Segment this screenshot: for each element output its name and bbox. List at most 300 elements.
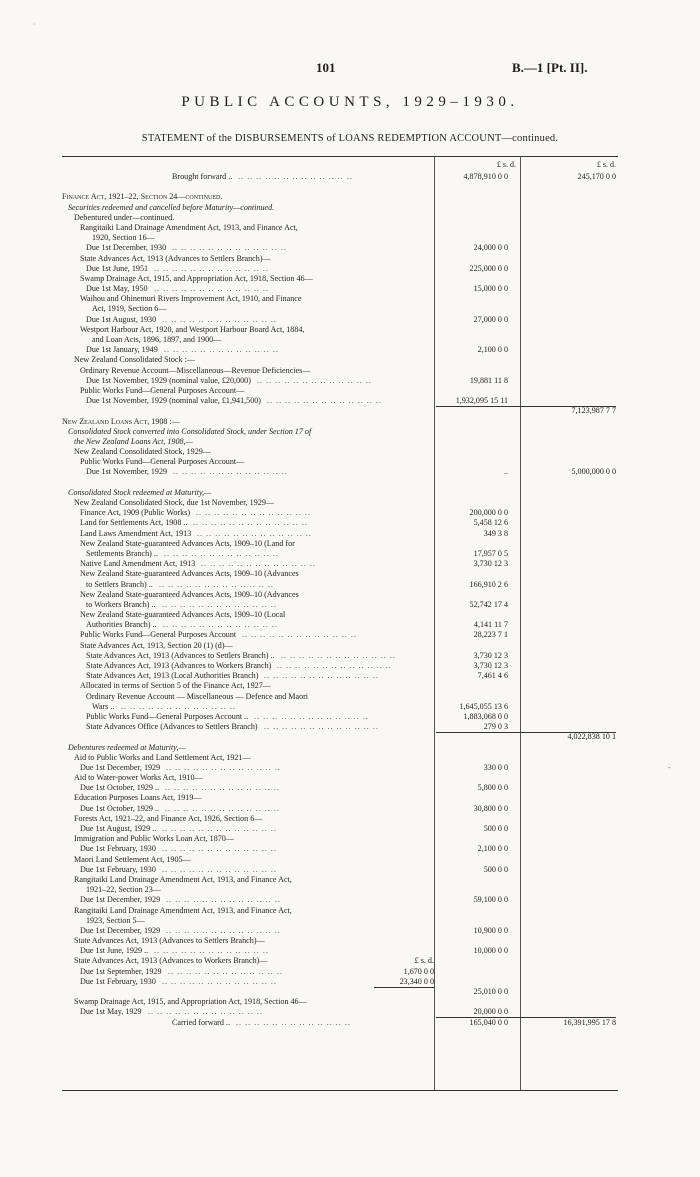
row-label-text: Due 1st August, 1929 .. bbox=[80, 824, 157, 833]
row-label bbox=[80, 783, 159, 793]
amount-col1: 15,000 0 0 bbox=[473, 284, 508, 294]
leader-dots: .. .. .. .. .. .. .. .. .. .. .. .. .. bbox=[162, 599, 277, 609]
amount-col1: 24,000 0 0 bbox=[473, 243, 508, 253]
table-row bbox=[62, 630, 618, 640]
leader-dots: .. .. .. .. .. .. .. .. .. .. .. .. .. bbox=[277, 661, 392, 670]
row-label-text: Due 1st June, 1951 bbox=[86, 263, 149, 273]
row-label bbox=[74, 437, 193, 447]
table-row bbox=[62, 559, 618, 569]
table-row bbox=[62, 192, 618, 202]
leader-dots: .. .. .. .. .. .. .. .. .. .. .. .. .. bbox=[238, 172, 353, 181]
table-row bbox=[62, 977, 618, 987]
table-row bbox=[62, 702, 618, 712]
row-label bbox=[80, 254, 271, 264]
row-label bbox=[92, 702, 115, 712]
row-label bbox=[80, 590, 299, 600]
row-label bbox=[80, 865, 156, 875]
table-row bbox=[62, 763, 618, 773]
table-row bbox=[62, 743, 618, 753]
amount-col1: 27,000 0 0 bbox=[473, 314, 508, 324]
row-label-text: Carried forward .. bbox=[172, 1017, 230, 1027]
table-row bbox=[62, 325, 618, 335]
row-label bbox=[80, 926, 160, 936]
row-label bbox=[74, 773, 203, 783]
table-row bbox=[62, 804, 618, 814]
row-label bbox=[74, 753, 251, 763]
row-label bbox=[80, 539, 295, 549]
table-row bbox=[62, 284, 618, 294]
row-label bbox=[86, 315, 156, 325]
table-row bbox=[62, 508, 618, 518]
row-label bbox=[74, 814, 262, 824]
row-label-text: Ordinary Revenue Account—Miscellaneous—Revenue Deficiencies— bbox=[80, 365, 311, 375]
row-label bbox=[86, 600, 156, 610]
amount-inner: 23,340 0 0 bbox=[399, 976, 434, 986]
amount-col1: 10,900 0 0 bbox=[473, 925, 508, 935]
row-label-text: Brought forward .. bbox=[172, 172, 233, 181]
row-label-text: the New Zealand Loans Act, 1908,— bbox=[74, 436, 193, 446]
table-row bbox=[62, 967, 618, 977]
row-label bbox=[80, 559, 195, 569]
table-row bbox=[62, 264, 618, 274]
amount-col1: 3,730 12 3 bbox=[473, 650, 508, 660]
table-row bbox=[62, 457, 618, 467]
row-label-text: Rangitaiki Land Drainage Amendment Act, 1913, and Finance Act, bbox=[74, 874, 292, 884]
table-row bbox=[62, 498, 618, 508]
leader-dots: .. .. .. .. .. .. .. .. .. .. .. .. .. bbox=[162, 314, 277, 324]
leader-dots: .. .. .. .. .. .. .. .. .. .. .. .. .. bbox=[173, 467, 288, 477]
table-row bbox=[62, 855, 618, 865]
row-label-text: Land for Settlements Act, 1908 .. bbox=[80, 518, 188, 528]
leader-dots: .. .. .. .. .. .. .. .. .. .. .. .. .. bbox=[242, 630, 357, 640]
leader-dots: .. .. .. .. .. .. .. .. .. .. .. .. .. bbox=[168, 966, 283, 976]
leader-dots: .. .. .. .. .. .. .. .. .. .. .. .. .. bbox=[257, 375, 372, 385]
table-row bbox=[62, 203, 618, 213]
row-label bbox=[86, 692, 308, 702]
table-row bbox=[62, 274, 618, 284]
margin-mark-top: · bbox=[33, 20, 36, 29]
leader-dots: .. .. .. .. .. .. .. .. .. .. .. .. .. bbox=[254, 711, 369, 721]
row-label-text: State Advances Act, 1913 (Advances to Settlers Branch)— bbox=[74, 936, 265, 946]
row-label bbox=[86, 722, 258, 732]
amount-col1: 1,932,095 15 11 bbox=[455, 396, 508, 406]
row-label-text: New Zealand State-guaranteed Advances Acts, 1909–10 (Land for bbox=[80, 538, 295, 548]
leader-dots: .. .. .. .. .. .. .. .. .. .. .. .. .. bbox=[197, 528, 312, 538]
leader-dots: .. .. .. .. .. .. .. .. .. .. .. .. .. bbox=[164, 548, 279, 558]
row-label bbox=[80, 508, 190, 518]
row-label-text: Public Works Fund—General Purposes Account bbox=[80, 630, 237, 640]
row-label-text: State Advances Act, 1913 (Advances to Workers Branch)— bbox=[74, 956, 268, 966]
leader-dots: .. .. .. .. .. .. .. .. .. .. .. .. .. bbox=[172, 243, 287, 253]
table-row bbox=[62, 529, 618, 539]
row-label-text: Aid to Water-power Works Act, 1910— bbox=[74, 773, 203, 783]
row-label-text: Waihou and Ohinemuri Rivers Improvement Act, 1910, and Finance bbox=[80, 294, 302, 304]
row-label bbox=[86, 620, 157, 630]
row-label bbox=[80, 529, 191, 539]
table-row bbox=[62, 304, 618, 314]
row-label bbox=[68, 427, 311, 437]
amount-col2: 16,391,995 17 8 bbox=[563, 1017, 616, 1027]
table-row bbox=[62, 233, 618, 243]
row-label-text: State Advances Act, 1913, Section 20 (1) (d)— bbox=[80, 640, 233, 650]
row-label-text: Wars .. bbox=[92, 701, 115, 711]
amount-col1: 52,742 17 4 bbox=[469, 599, 508, 609]
leader-dots: .. .. .. .. .. .. .. .. .. .. .. .. .. bbox=[121, 701, 236, 711]
table-row bbox=[62, 671, 618, 681]
row-label-text: Education Purposes Loans Act, 1919— bbox=[74, 793, 202, 803]
row-label bbox=[74, 906, 292, 916]
row-label-text: Finance Act, 1921–22, Section 24—continued. bbox=[62, 192, 223, 202]
table-row bbox=[62, 956, 618, 966]
amount-col1: 10,000 0 0 bbox=[473, 946, 508, 956]
table-row bbox=[62, 692, 618, 702]
row-label bbox=[74, 997, 307, 1007]
table-row bbox=[62, 722, 618, 732]
row-label-text: Due 1st February, 1930 bbox=[80, 864, 156, 874]
amount-col2: 5,000,000 0 0 bbox=[571, 467, 616, 477]
row-label-text: 1923, Section 5— bbox=[86, 915, 145, 925]
table-row bbox=[62, 865, 618, 875]
table-row bbox=[62, 223, 618, 233]
row-label bbox=[80, 844, 156, 854]
leader-dots: .. .. .. .. .. .. .. .. .. .. .. .. .. bbox=[264, 671, 379, 681]
table-row bbox=[62, 417, 618, 427]
table-row bbox=[62, 315, 618, 325]
table-row bbox=[62, 885, 618, 895]
table-row bbox=[62, 895, 618, 905]
row-label bbox=[80, 681, 271, 691]
row-label-text: Forests Act, 1921–22, and Finance Act, 1926, Section 6— bbox=[74, 813, 263, 823]
row-label bbox=[74, 793, 201, 803]
row-label-text: New Zealand Consolidated Stock, due 1st November, 1929— bbox=[74, 498, 274, 507]
table-row bbox=[62, 987, 618, 997]
row-label bbox=[80, 641, 233, 651]
row-label-text: Due 1st January, 1949 bbox=[86, 345, 158, 355]
table-row bbox=[62, 620, 618, 630]
row-label bbox=[80, 366, 310, 376]
row-label bbox=[74, 355, 195, 365]
amount-col1: 200,000 0 0 bbox=[469, 508, 508, 518]
leader-dots: .. .. .. .. .. .. .. .. .. .. .. .. .. bbox=[281, 650, 396, 660]
table-row bbox=[62, 406, 618, 416]
row-label bbox=[74, 855, 191, 865]
row-label bbox=[80, 630, 236, 640]
row-label-text: Public Works Fund—General Purposes Account— bbox=[80, 457, 245, 467]
row-label-text: New Zealand Loans Act, 1908 :— bbox=[62, 416, 180, 426]
amount-col1: 1,883,068 0 0 bbox=[463, 711, 508, 721]
row-label-text: Due 1st October, 1929 .. bbox=[80, 803, 160, 813]
table-row bbox=[62, 844, 618, 854]
leader-dots: .. .. .. .. .. .. .. .. .. .. .. .. .. bbox=[201, 559, 316, 569]
row-label-text: State Advances Act, 1913 (Local Authorities Branch) bbox=[86, 671, 259, 681]
amount-col1: 3,730 12 3 bbox=[473, 559, 508, 569]
statement-table bbox=[62, 172, 618, 1028]
row-label bbox=[86, 549, 158, 559]
table-row bbox=[62, 243, 618, 253]
amount-col1: 500 0 0 bbox=[483, 824, 508, 833]
leader-dots: .. .. .. .. .. .. .. .. .. .. .. .. .. bbox=[166, 895, 281, 905]
row-label-text: to Settlers Branch) .. bbox=[86, 579, 153, 589]
leader-dots: .. .. .. .. .. .. .. .. .. .. .. .. .. bbox=[154, 946, 269, 956]
amount-col1: 1,645,055 13 6 bbox=[459, 701, 508, 711]
row-label-text: Settlements Branch) .. bbox=[86, 548, 158, 558]
spacer bbox=[62, 182, 618, 192]
row-label bbox=[86, 885, 161, 895]
row-label bbox=[68, 488, 211, 498]
row-label bbox=[86, 345, 158, 355]
amount-col1: 349 3 8 bbox=[483, 528, 508, 538]
row-label bbox=[86, 376, 251, 386]
row-label-text: Securities redeemed and cancelled before Maturity—continued. bbox=[68, 202, 275, 212]
table-row bbox=[62, 783, 618, 793]
leader-dots: .. .. .. .. .. .. .. .. .. .. .. .. .. bbox=[236, 1017, 351, 1027]
table-row bbox=[62, 936, 618, 946]
row-label bbox=[74, 936, 265, 946]
row-label-text: Swamp Drainage Act, 1915, and Appropriation Act, 1918, Section 46— bbox=[74, 997, 307, 1007]
amount-col1: 4,141 11 7 bbox=[473, 620, 508, 630]
row-label-text: Westport Harbour Act, 1920, and Westport Harbour Board Act, 1884, bbox=[80, 324, 305, 334]
row-label bbox=[74, 956, 267, 966]
amount-col1: 2,100 0 0 bbox=[477, 844, 508, 854]
table-row bbox=[62, 539, 618, 549]
table-row bbox=[62, 997, 618, 1007]
col1-header: £ s. d. bbox=[496, 160, 516, 169]
row-label bbox=[74, 875, 292, 885]
amount-col1: 30,800 0 0 bbox=[473, 803, 508, 813]
leader-dots: .. .. .. .. .. .. .. .. .. .. .. .. .. bbox=[264, 722, 379, 732]
row-label-text: Immigration and Public Works Loan Act, 1870— bbox=[74, 834, 234, 844]
page-number: 101 bbox=[316, 60, 336, 75]
row-label-text: New Zealand State-guaranteed Advances Acts, 1909–10 (Advances bbox=[80, 569, 299, 579]
row-label-text: Due 1st December, 1929 bbox=[80, 762, 161, 772]
leader-dots: .. .. .. .. .. .. .. .. .. .. .. .. .. bbox=[162, 864, 277, 874]
row-label bbox=[80, 294, 301, 304]
amount-col1: 17,957 0 5 bbox=[473, 548, 508, 558]
row-label-text: State Advances Office (Advances to Settlers Branch) bbox=[86, 722, 258, 732]
row-label-text: New Zealand State-guaranteed Advances Acts, 1909–10 (Advances bbox=[80, 589, 299, 599]
amount-col1: 59,100 0 0 bbox=[473, 895, 508, 905]
table-row bbox=[62, 681, 618, 691]
leader-dots: .. .. .. .. .. .. .. .. .. .. .. .. .. bbox=[148, 1007, 263, 1017]
table-row bbox=[62, 447, 618, 457]
row-label bbox=[80, 569, 299, 579]
table-row bbox=[62, 294, 618, 304]
row-label bbox=[92, 233, 155, 243]
row-label bbox=[86, 580, 153, 590]
table-row bbox=[62, 875, 618, 885]
row-label-text: Debentured under—continued. bbox=[74, 212, 175, 222]
statement-subtitle: STATEMENT of the DISBURSEMENTS of LOANS REDEMPTION ACCOUNT—continued. bbox=[141, 133, 559, 144]
row-label-text: Debentures redeemed at Maturity,— bbox=[68, 742, 186, 752]
row-label bbox=[80, 518, 187, 528]
table-row bbox=[62, 376, 618, 386]
row-label-text: Due 1st December, 1929 bbox=[80, 925, 161, 935]
leader-dots: .. .. .. .. .. .. .. .. .. .. .. .. .. bbox=[154, 263, 269, 273]
table-row bbox=[62, 345, 618, 355]
table-row bbox=[62, 518, 618, 528]
row-label bbox=[80, 763, 160, 773]
row-label bbox=[80, 386, 244, 396]
table-row bbox=[62, 549, 618, 559]
amount-col1: 5,458 12 6 bbox=[473, 518, 508, 528]
row-label bbox=[62, 192, 222, 202]
table-row bbox=[62, 946, 618, 956]
page-title: PUBLIC ACCOUNTS, 1929–1930. bbox=[181, 94, 519, 110]
row-label bbox=[74, 834, 234, 844]
row-label-text: Due 1st December, 1930 bbox=[86, 243, 167, 253]
row-label-text: Public Works Fund—General Purposes Account— bbox=[80, 385, 245, 395]
table-row bbox=[62, 916, 618, 926]
row-label-text: Due 1st February, 1930 bbox=[80, 844, 156, 854]
row-label bbox=[68, 203, 274, 213]
leader-dots: .. .. .. .. .. .. .. .. .. .. .. .. .. bbox=[162, 844, 277, 854]
leader-dots: .. .. .. .. .. .. .. .. .. .. .. .. .. bbox=[166, 762, 281, 772]
leader-dots: .. .. .. .. .. .. .. .. .. .. .. .. .. bbox=[166, 925, 281, 935]
table-row bbox=[62, 600, 618, 610]
row-label-text: Act, 1919, Section 6— bbox=[92, 304, 167, 314]
table-row bbox=[62, 366, 618, 376]
row-label-text: Allocated in terms of Section 5 of the Finance Act, 1927— bbox=[80, 681, 271, 691]
amount-col1: 3,730 12 3 bbox=[473, 661, 508, 670]
row-label-text: Due 1st November, 1929 bbox=[86, 467, 168, 477]
table-row bbox=[62, 661, 618, 671]
row-label-text: Due 1st September, 1929 bbox=[80, 966, 162, 976]
table-row bbox=[62, 641, 618, 651]
row-label bbox=[86, 284, 148, 294]
row-label-text: Aid to Public Works and Land Settlement Act, 1921— bbox=[74, 752, 251, 762]
spacer bbox=[62, 478, 618, 488]
leader-dots: .. .. .. .. .. .. .. .. .. .. .. .. .. bbox=[164, 345, 279, 355]
row-label bbox=[80, 967, 162, 977]
row-label-text: Consolidated Stock redeemed at Maturity,— bbox=[68, 487, 212, 497]
row-label bbox=[86, 243, 166, 253]
table-row bbox=[62, 386, 618, 396]
row-label bbox=[74, 447, 211, 457]
row-label bbox=[92, 335, 221, 345]
amount-col2: 245,170 0 0 bbox=[577, 172, 616, 181]
row-label bbox=[74, 498, 274, 508]
amount-col1: 7,461 4 6 bbox=[477, 671, 508, 681]
row-label-text: New Zealand Consolidated Stock, 1929— bbox=[74, 447, 211, 457]
row-label-text: Due 1st May, 1950 bbox=[86, 284, 148, 294]
row-label-text: Finance Act, 1909 (Public Works) bbox=[80, 508, 191, 518]
row-label-text: Ordinary Revenue Account — Miscellaneous — Defence and Maori bbox=[86, 691, 309, 701]
header-rule bbox=[62, 156, 618, 157]
row-label-text: New Zealand Consolidated Stock :— bbox=[74, 355, 195, 365]
table-row bbox=[62, 906, 618, 916]
leader-dots: .. .. .. .. .. .. .. .. .. .. .. .. .. bbox=[162, 824, 277, 833]
table-row bbox=[62, 773, 618, 783]
amount-col1: 25,010 0 0 bbox=[473, 987, 508, 996]
amount-col1: 4,878,910 0 0 bbox=[463, 172, 508, 181]
row-label bbox=[86, 467, 167, 477]
amount-col2: 7,123,987 7 7 bbox=[571, 406, 616, 416]
row-label-text: 1921–22, Section 23— bbox=[86, 885, 161, 895]
row-label-text: Public Works Fund—General Purposes Account .. bbox=[86, 711, 249, 721]
row-label bbox=[80, 977, 156, 987]
row-label bbox=[92, 304, 166, 314]
row-label bbox=[68, 743, 186, 753]
table-row bbox=[62, 793, 618, 803]
amount-col1: 5,800 0 0 bbox=[477, 783, 508, 793]
row-label bbox=[80, 223, 298, 233]
table-row bbox=[62, 814, 618, 824]
amount-col1: 28,223 7 1 bbox=[473, 630, 508, 640]
row-label bbox=[80, 325, 304, 335]
amount-col1: 225,000 0 0 bbox=[469, 263, 508, 273]
table-row bbox=[62, 610, 618, 620]
row-label bbox=[86, 264, 148, 274]
leader-dots: .. .. .. .. .. .. .. .. .. .. .. .. .. bbox=[159, 579, 274, 589]
amount-col1: 500 0 0 bbox=[483, 864, 508, 874]
row-label-text: Due 1st August, 1930 bbox=[86, 314, 157, 324]
leader-dots: .. .. .. .. .. .. .. .. .. .. .. .. .. bbox=[165, 783, 280, 793]
row-label bbox=[86, 916, 145, 926]
row-label bbox=[80, 274, 313, 284]
row-label bbox=[86, 712, 248, 722]
col2-header: £ s. d. bbox=[596, 160, 616, 169]
row-label bbox=[80, 895, 160, 905]
row-label bbox=[172, 1018, 230, 1028]
table-row bbox=[62, 824, 618, 834]
leader-dots: .. .. .. .. .. .. .. .. .. .. .. .. .. bbox=[267, 396, 382, 406]
row-label bbox=[80, 946, 148, 956]
row-label-text: Due 1st December, 1929 bbox=[80, 895, 161, 905]
row-label-text: State Advances Act, 1913 (Advances to Workers Branch) bbox=[86, 661, 272, 670]
amount-col1: .. bbox=[503, 467, 508, 477]
amount-col1: 165,040 0 0 bbox=[469, 1017, 508, 1027]
table-row bbox=[62, 427, 618, 437]
leader-dots: .. .. .. .. .. .. .. .. .. .. .. .. .. bbox=[162, 976, 277, 986]
leader-dots: .. .. .. .. .. .. .. .. .. .. .. .. .. bbox=[163, 620, 278, 630]
row-label-text: Due 1st June, 1929 .. bbox=[80, 946, 149, 956]
amount-col1: 19,881 11 8 bbox=[469, 375, 508, 385]
table-row bbox=[62, 254, 618, 264]
leader-dots: .. .. .. .. .. .. .. .. .. .. .. .. .. bbox=[165, 803, 280, 813]
table-row bbox=[62, 580, 618, 590]
table-row bbox=[62, 1018, 618, 1028]
amount-col1: 2,100 0 0 bbox=[477, 345, 508, 355]
row-label bbox=[74, 213, 174, 223]
table-row bbox=[62, 834, 618, 844]
amount-col1: 279 0 3 bbox=[483, 722, 508, 732]
leader-dots: .. .. .. .. .. .. .. .. .. .. .. .. .. bbox=[154, 284, 269, 294]
row-label bbox=[172, 172, 232, 182]
table-row bbox=[62, 712, 618, 722]
row-label-text: Consolidated Stock converted into Consolidated Stock, under Section 17 of bbox=[68, 426, 312, 436]
row-label-text: Due 1st May, 1929 bbox=[80, 1007, 142, 1017]
document-reference: B.—1 [Pt. II]. bbox=[512, 60, 588, 75]
row-label bbox=[80, 804, 159, 814]
row-label bbox=[86, 671, 258, 681]
row-label-text: Due 1st November, 1929 (nominal value, £1,941,500) bbox=[86, 396, 262, 406]
row-label bbox=[86, 661, 271, 671]
row-label bbox=[62, 417, 180, 427]
row-label-text: State Advances Act, 1913 (Advances to Settlers Branch)— bbox=[80, 253, 271, 263]
table-row bbox=[62, 335, 618, 345]
row-label bbox=[80, 457, 244, 467]
row-label-text: and Loan Acts, 1896, 1897, and 1900— bbox=[92, 335, 222, 344]
amount-col1: 330 0 0 bbox=[483, 762, 508, 772]
row-label-text: New Zealand State-guaranteed Advances Acts, 1909–10 (Local bbox=[80, 610, 286, 620]
amount-inner: 1,670 0 0 bbox=[403, 966, 434, 976]
row-label-text: Maori Land Settlement Act, 1905— bbox=[74, 854, 191, 864]
row-label-text: State Advances Act, 1913 (Advances to Settlers Branch) .. bbox=[86, 650, 275, 660]
row-label-text: 1920, Section 16— bbox=[92, 233, 155, 243]
table-row bbox=[62, 1007, 618, 1017]
table-row bbox=[62, 488, 618, 498]
table-row bbox=[62, 437, 618, 447]
